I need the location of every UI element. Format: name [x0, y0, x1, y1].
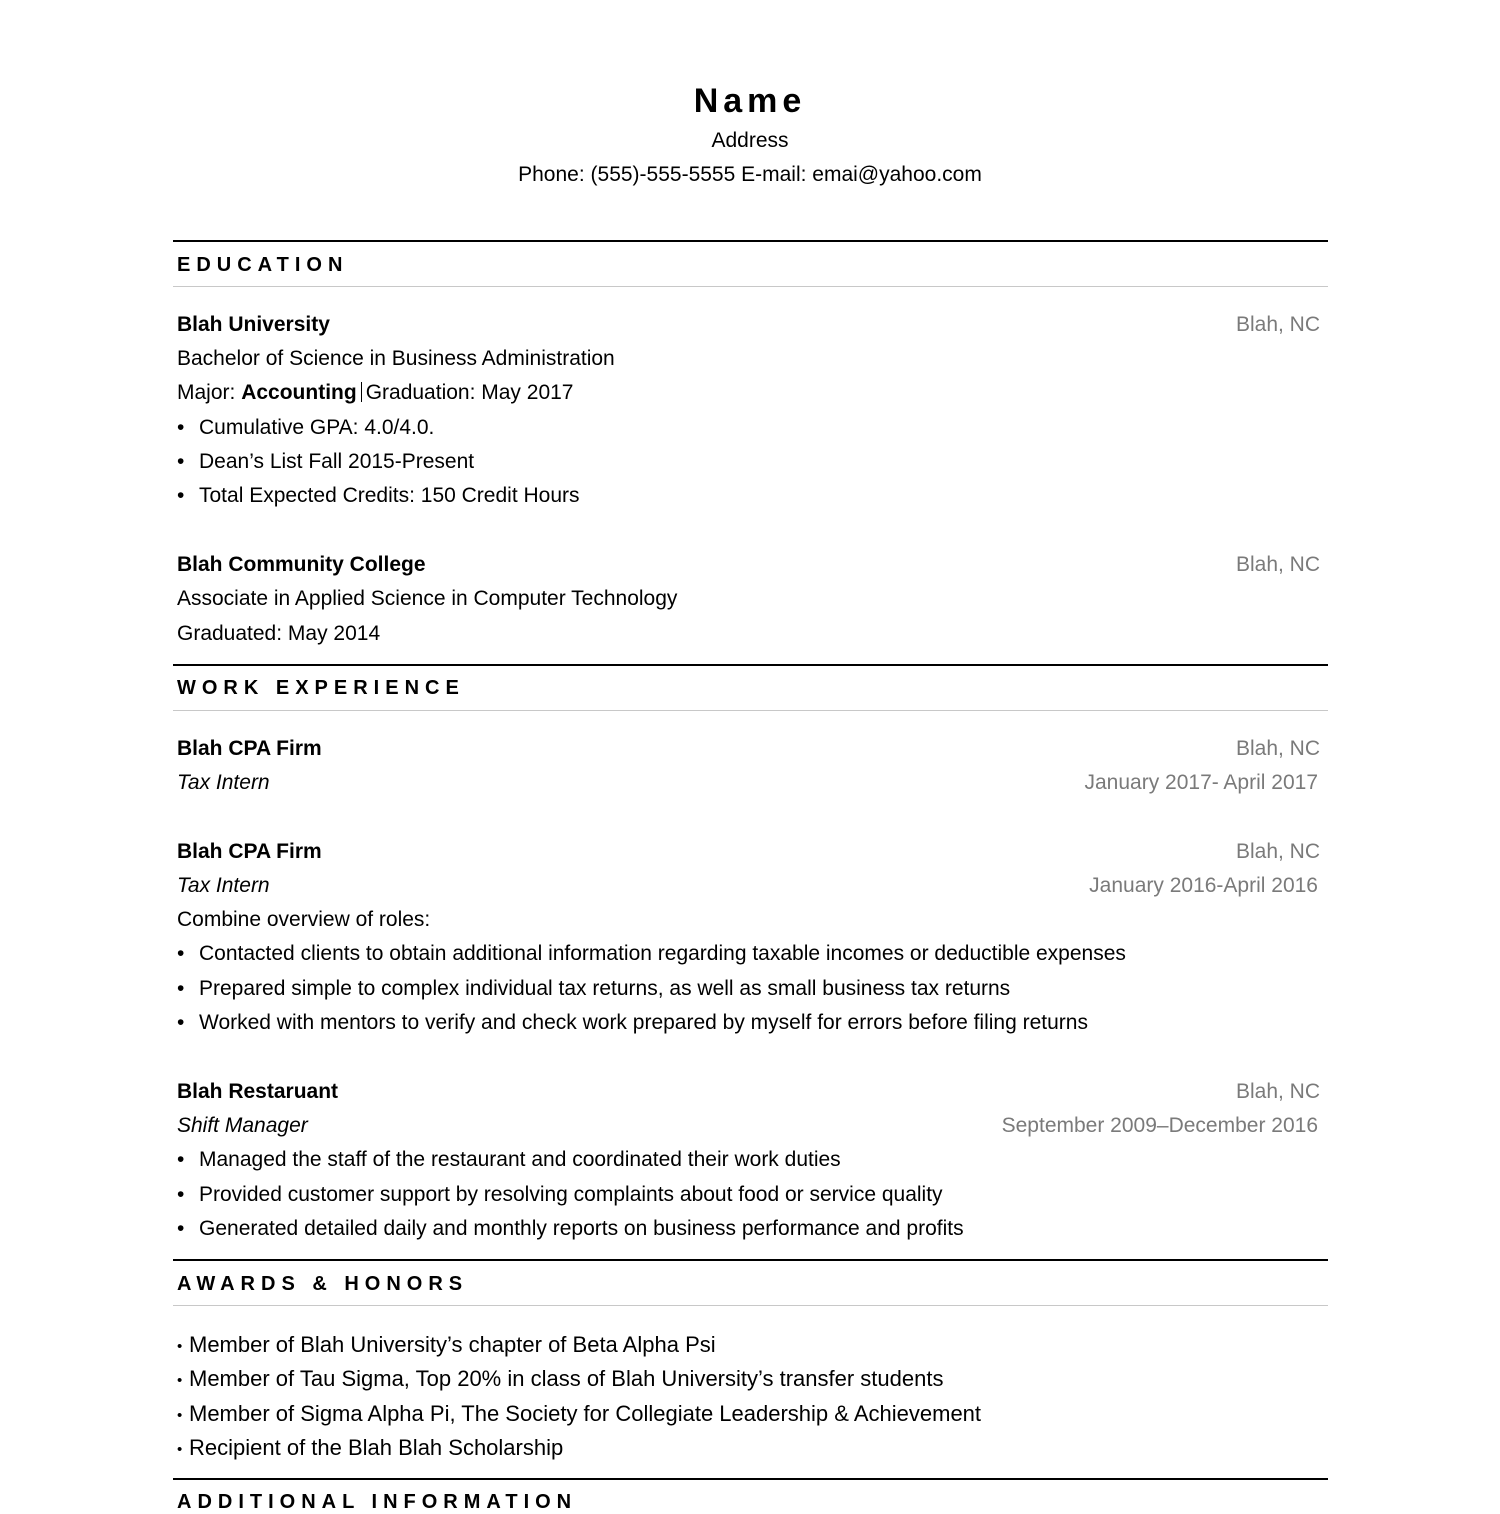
list-item: • Member of Tau Sigma, Top 20% in class of Blah University’s transfer students: [177, 1366, 944, 1391]
graduation: Graduation: May 2017: [365, 381, 574, 404]
section-divider: [173, 710, 1328, 711]
bullet-icon: •: [177, 1217, 185, 1240]
job-overview: Combine overview of roles:: [177, 908, 431, 931]
list-item: • Prepared simple to complex individual tax returns, as well as small business tax returns: [177, 977, 1011, 1000]
list-item: • Cumulative GPA: 4.0/4.0.: [177, 416, 435, 439]
company-name: Blah CPA Firm: [177, 840, 322, 863]
list-item: • Contacted clients to obtain additional information regarding taxable incomes or deductible expenses: [177, 942, 1126, 965]
major-line: [177, 381, 573, 405]
job-dates: September 2009–December 2016: [1001, 1114, 1318, 1137]
resume-address: Address: [711, 129, 789, 152]
company-name: Blah CPA Firm: [177, 737, 322, 760]
job-location: Blah, NC: [1235, 840, 1320, 863]
section-rule: [173, 664, 1328, 666]
resume-name: Name: [693, 82, 807, 120]
job-location: Blah, NC: [1235, 1080, 1320, 1103]
job-role: Tax Intern: [177, 874, 270, 897]
school-location: Blah, NC: [1235, 313, 1320, 336]
education-heading: EDUCATION: [177, 254, 349, 276]
bullet-icon: •: [177, 450, 185, 473]
bullet-icon: •: [177, 1337, 183, 1355]
bullet-icon: •: [177, 1371, 183, 1389]
list-item: • Total Expected Credits: 150 Credit Hours: [177, 484, 580, 507]
graduated: Graduated: May 2014: [177, 622, 381, 645]
job-dates: January 2016-April 2016: [1089, 874, 1318, 897]
bullet-icon: •: [177, 484, 185, 507]
list-item: • Dean’s List Fall 2015-Present: [177, 450, 475, 473]
awards-heading: AWARDS & HONORS: [177, 1273, 469, 1295]
resume-contact: Phone: (555)-555-5555 E-mail: emai@yahoo.com: [518, 163, 982, 186]
list-item: • Worked with mentors to verify and check work prepared by myself for errors before filing returns: [177, 1011, 1088, 1034]
bullet-icon: •: [177, 1148, 185, 1171]
bullet-icon: •: [177, 1011, 185, 1034]
school-name: Blah Community College: [177, 553, 426, 576]
separator: [361, 382, 362, 402]
degree: Associate in Applied Science in Computer Technology: [177, 587, 678, 610]
bullet-icon: •: [177, 977, 185, 1000]
list-item: • Member of Sigma Alpha Pi, The Society for Collegiate Leadership & Achievement: [177, 1401, 982, 1426]
list-item: • Managed the staff of the restaurant and coordinated their work duties: [177, 1148, 841, 1171]
job-dates: January 2017- April 2017: [1084, 771, 1318, 794]
job-role: Tax Intern: [177, 771, 270, 794]
major-prefix: Major:: [177, 381, 242, 404]
degree: Bachelor of Science in Business Administration: [177, 347, 615, 370]
list-item: • Generated detailed daily and monthly reports on business performance and profits: [177, 1217, 964, 1240]
section-rule: [173, 240, 1328, 242]
school-location: Blah, NC: [1235, 553, 1320, 576]
major-value: Accounting: [241, 381, 357, 404]
list-item: • Recipient of the Blah Blah Scholarship: [177, 1435, 564, 1460]
bullet-icon: •: [177, 1440, 183, 1458]
work-heading: WORK EXPERIENCE: [177, 677, 465, 699]
list-item: • Member of Blah University’s chapter of Beta Alpha Psi: [177, 1332, 716, 1357]
company-name: Blah Restaruant: [177, 1080, 339, 1103]
section-divider: [173, 286, 1328, 287]
additional-heading: ADDITIONAL INFORMATION: [177, 1491, 578, 1513]
bullet-icon: •: [177, 416, 185, 439]
bullet-icon: •: [177, 1183, 185, 1206]
job-location: Blah, NC: [1235, 737, 1320, 760]
section-rule: [173, 1259, 1328, 1261]
bullet-icon: •: [177, 942, 185, 965]
bullet-icon: •: [177, 1406, 183, 1424]
section-divider: [173, 1305, 1328, 1306]
school-name: Blah University: [177, 313, 330, 336]
list-item: • Provided customer support by resolving complaints about food or service quality: [177, 1183, 943, 1206]
job-role: Shift Manager: [177, 1114, 308, 1137]
section-rule: [173, 1478, 1328, 1480]
